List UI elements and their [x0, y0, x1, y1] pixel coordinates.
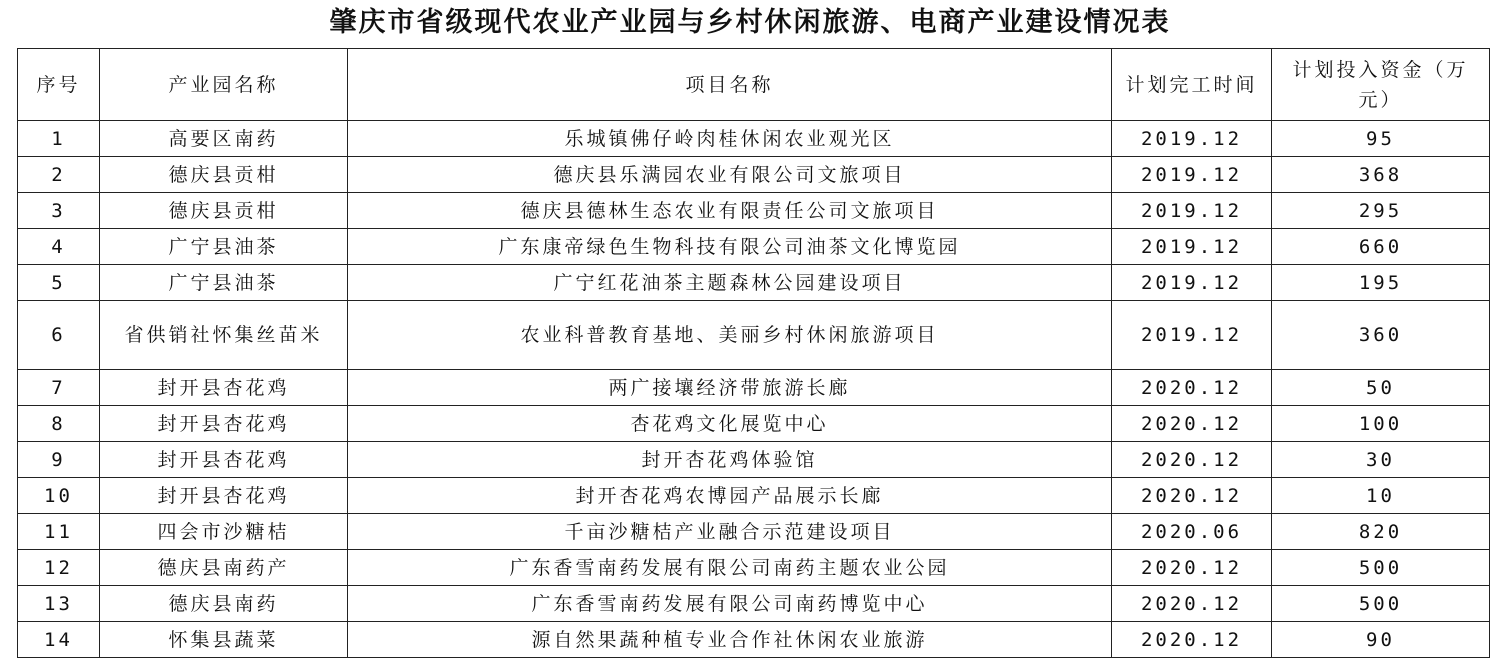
cell-investment: 195 — [1272, 265, 1490, 301]
table-row — [18, 550, 1490, 586]
cell-finish: 2019.12 — [1112, 157, 1272, 193]
cell-index: 11 — [18, 514, 100, 550]
cell-investment: 95 — [1272, 121, 1490, 157]
cell-project: 农业科普教育基地、美丽乡村休闲旅游项目 — [348, 301, 1112, 370]
cell-finish: 2020.12 — [1112, 442, 1272, 478]
cell-investment: 30 — [1272, 442, 1490, 478]
cell-project: 两广接壤经济带旅游长廊 — [348, 370, 1112, 406]
table-row — [18, 442, 1490, 478]
cell-finish: 2020.12 — [1112, 622, 1272, 658]
cell-investment: 500 — [1272, 550, 1490, 586]
table-row — [18, 478, 1490, 514]
cell-project: 封开杏花鸡农博园产品展示长廊 — [348, 478, 1112, 514]
cell-index: 2 — [18, 157, 100, 193]
cell-finish: 2020.12 — [1112, 370, 1272, 406]
table-row — [18, 370, 1490, 406]
cell-finish: 2019.12 — [1112, 265, 1272, 301]
cell-park: 德庆县贡柑 — [100, 193, 348, 229]
cell-project: 广东康帝绿色生物科技有限公司油茶文化博览园 — [348, 229, 1112, 265]
cell-park: 德庆县南药产 — [100, 550, 348, 586]
cell-index: 12 — [18, 550, 100, 586]
table-row — [18, 265, 1490, 301]
cell-park: 德庆县南药 — [100, 586, 348, 622]
header-row — [18, 49, 1490, 121]
cell-index: 3 — [18, 193, 100, 229]
cell-park: 广宁县油茶 — [100, 265, 348, 301]
cell-project: 广宁红花油茶主题森林公园建设项目 — [348, 265, 1112, 301]
cell-index: 8 — [18, 406, 100, 442]
cell-project: 源自然果蔬种植专业合作社休闲农业旅游 — [348, 622, 1112, 658]
cell-park: 封开县杏花鸡 — [100, 478, 348, 514]
cell-project: 千亩沙糖桔产业融合示范建设项目 — [348, 514, 1112, 550]
cell-project: 封开杏花鸡体验馆 — [348, 442, 1112, 478]
table-row — [18, 121, 1490, 157]
cell-park: 德庆县贡柑 — [100, 157, 348, 193]
header-finish: 计划完工时间 — [1112, 49, 1272, 121]
page-title: 肇庆市省级现代农业产业园与乡村休闲旅游、电商产业建设情况表 — [329, 7, 1171, 38]
cell-index: 13 — [18, 586, 100, 622]
cell-investment: 50 — [1272, 370, 1490, 406]
table-row — [18, 586, 1490, 622]
cell-finish: 2019.12 — [1112, 193, 1272, 229]
cell-index: 10 — [18, 478, 100, 514]
header-investment: 计划投入资金（万元） — [1272, 49, 1490, 121]
cell-finish: 2019.12 — [1112, 301, 1272, 370]
cell-index: 7 — [18, 370, 100, 406]
cell-investment: 90 — [1272, 622, 1490, 658]
table-row — [18, 622, 1490, 658]
cell-park: 省供销社怀集丝苗米 — [100, 301, 348, 370]
table-row — [18, 406, 1490, 442]
table-row — [18, 514, 1490, 550]
cell-investment: 500 — [1272, 586, 1490, 622]
cell-park: 高要区南药 — [100, 121, 348, 157]
header-park: 产业园名称 — [100, 49, 348, 121]
cell-investment: 100 — [1272, 406, 1490, 442]
cell-finish: 2020.12 — [1112, 550, 1272, 586]
cell-investment: 10 — [1272, 478, 1490, 514]
table-row — [18, 193, 1490, 229]
cell-project: 广东香雪南药发展有限公司南药博览中心 — [348, 586, 1112, 622]
cell-investment: 820 — [1272, 514, 1490, 550]
table-row — [18, 301, 1490, 370]
cell-investment: 368 — [1272, 157, 1490, 193]
cell-index: 5 — [18, 265, 100, 301]
cell-park: 封开县杏花鸡 — [100, 370, 348, 406]
table-row — [18, 157, 1490, 193]
header-index: 序号 — [18, 49, 100, 121]
cell-project: 德庆县乐满园农业有限公司文旅项目 — [348, 157, 1112, 193]
table-row — [18, 229, 1490, 265]
cell-investment: 660 — [1272, 229, 1490, 265]
table-body — [18, 121, 1490, 658]
cell-finish: 2019.12 — [1112, 121, 1272, 157]
cell-index: 1 — [18, 121, 100, 157]
cell-index: 9 — [18, 442, 100, 478]
cell-index: 14 — [18, 622, 100, 658]
cell-finish: 2020.12 — [1112, 406, 1272, 442]
cell-project: 乐城镇佛仔岭肉桂休闲农业观光区 — [348, 121, 1112, 157]
header-project: 项目名称 — [348, 49, 1112, 121]
cell-project: 德庆县德林生态农业有限责任公司文旅项目 — [348, 193, 1112, 229]
cell-park: 怀集县蔬菜 — [100, 622, 348, 658]
cell-index: 4 — [18, 229, 100, 265]
cell-investment: 295 — [1272, 193, 1490, 229]
cell-finish: 2020.12 — [1112, 478, 1272, 514]
data-table — [17, 48, 1490, 658]
cell-project: 广东香雪南药发展有限公司南药主题农业公园 — [348, 550, 1112, 586]
cell-finish: 2020.06 — [1112, 514, 1272, 550]
cell-project: 杏花鸡文化展览中心 — [348, 406, 1112, 442]
cell-park: 封开县杏花鸡 — [100, 442, 348, 478]
cell-finish: 2020.12 — [1112, 586, 1272, 622]
cell-park: 封开县杏花鸡 — [100, 406, 348, 442]
cell-park: 四会市沙糖桔 — [100, 514, 348, 550]
cell-index: 6 — [18, 301, 100, 370]
cell-park: 广宁县油茶 — [100, 229, 348, 265]
cell-investment: 360 — [1272, 301, 1490, 370]
cell-finish: 2019.12 — [1112, 229, 1272, 265]
